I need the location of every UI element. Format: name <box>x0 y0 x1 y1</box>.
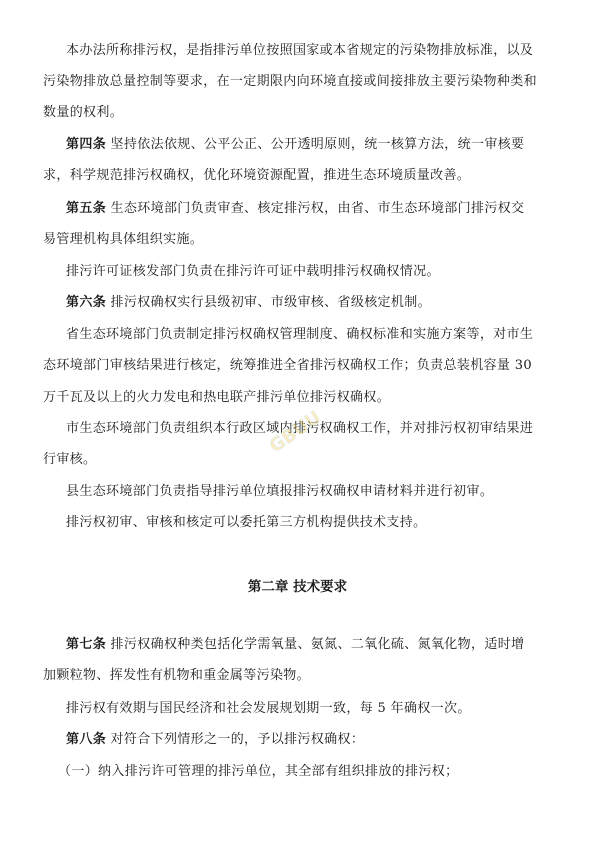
watermark-text: GBUU <box>265 406 326 457</box>
article-4-heading: 第四条 <box>66 137 107 152</box>
paragraph-validity-line-1: 排污权有效期与国民经济和社会发展规划期一致，每 5 年确权一次。 <box>66 701 471 716</box>
article-6-line-1 <box>66 294 431 311</box>
article-5-text: 生态环境部门负责审查、核定排污权，由省、市生态环境部门排污权交 <box>110 201 525 216</box>
paragraph-provincial-line-2: 态环境部门审核结果进行核定，统筹推进全省排污权确权工作；负责总装机容量 30 <box>43 358 532 373</box>
article-4-line-2: 求，科学规范排污权确权，优化环境资源配置，推进生态环境质量改善。 <box>43 168 471 183</box>
paragraph-municipal-line-2: 行审核。 <box>43 452 97 467</box>
article-8-item-1: （一）纳入排污许可管理的排污单位，其全部有组织排放的排污权； <box>58 764 459 779</box>
article-8-line-1 <box>66 731 364 748</box>
paragraph-municipal-line-1: 市生态环境部门负责组织本行政区域内排污权确权工作，并对排污权初审结果进 <box>66 421 534 436</box>
article-7-line-2: 加颗粒物、挥发性有机物和重金属等污染物。 <box>43 668 311 683</box>
watermark-logo <box>258 405 334 457</box>
article-5-line-1 <box>66 200 524 217</box>
article-8-text: 对符合下列情形之一的，予以排污权确权： <box>110 732 365 747</box>
paragraph-provincial-line-1: 省生态环境部门负责制定排污权确权管理制度、确权标准和实施方案等，对市生 <box>66 327 534 342</box>
article-8-heading: 第八条 <box>66 732 107 747</box>
chapter-title: 第二章 技术要求 <box>247 579 348 595</box>
article-4-text: 坚持依法依规、公平公正、公开透明原则，统一核算方法，统一审核要 <box>110 137 525 152</box>
article-7-line-1 <box>66 636 524 653</box>
paragraph-definition-line-3: 数量的权利。 <box>43 105 124 120</box>
paragraph-definition-line-1: 本办法所称排污权，是指排污单位按照国家或本省规定的污染物排放标准，以及 <box>66 43 534 58</box>
article-5-line-2: 易管理机构具体组织实施。 <box>43 232 204 247</box>
article-4-line-1 <box>66 136 524 153</box>
article-6-text: 排污权确权实行县级初审、市级审核、省级核定机制。 <box>110 295 431 310</box>
article-5-heading: 第五条 <box>66 201 107 216</box>
paragraph-permit-line-1: 排污许可证核发部门负责在排污许可证中载明排污权确权情况。 <box>66 264 440 279</box>
paragraph-provincial-line-3: 万千瓦及以上的火力发电和热电联产排污单位排污权确权。 <box>43 390 391 405</box>
article-7-text: 排污权确权种类包括化学需氧量、氨氮、二氧化硫、氮氧化物，适时增 <box>110 637 525 652</box>
paragraph-definition-line-2: 污染物排放总量控制等要求，在一定期限内向环境直接或间接排放主要污染物种类和 <box>43 74 537 89</box>
article-6-heading: 第六条 <box>66 295 107 310</box>
article-7-heading: 第七条 <box>66 637 107 652</box>
paragraph-thirdparty-line-1: 排污权初审、审核和核定可以委托第三方机构提供技术支持。 <box>66 515 427 530</box>
paragraph-county-line-1: 县生态环境部门负责指导排污单位填报排污权确权申请材料并进行初审。 <box>66 484 494 499</box>
